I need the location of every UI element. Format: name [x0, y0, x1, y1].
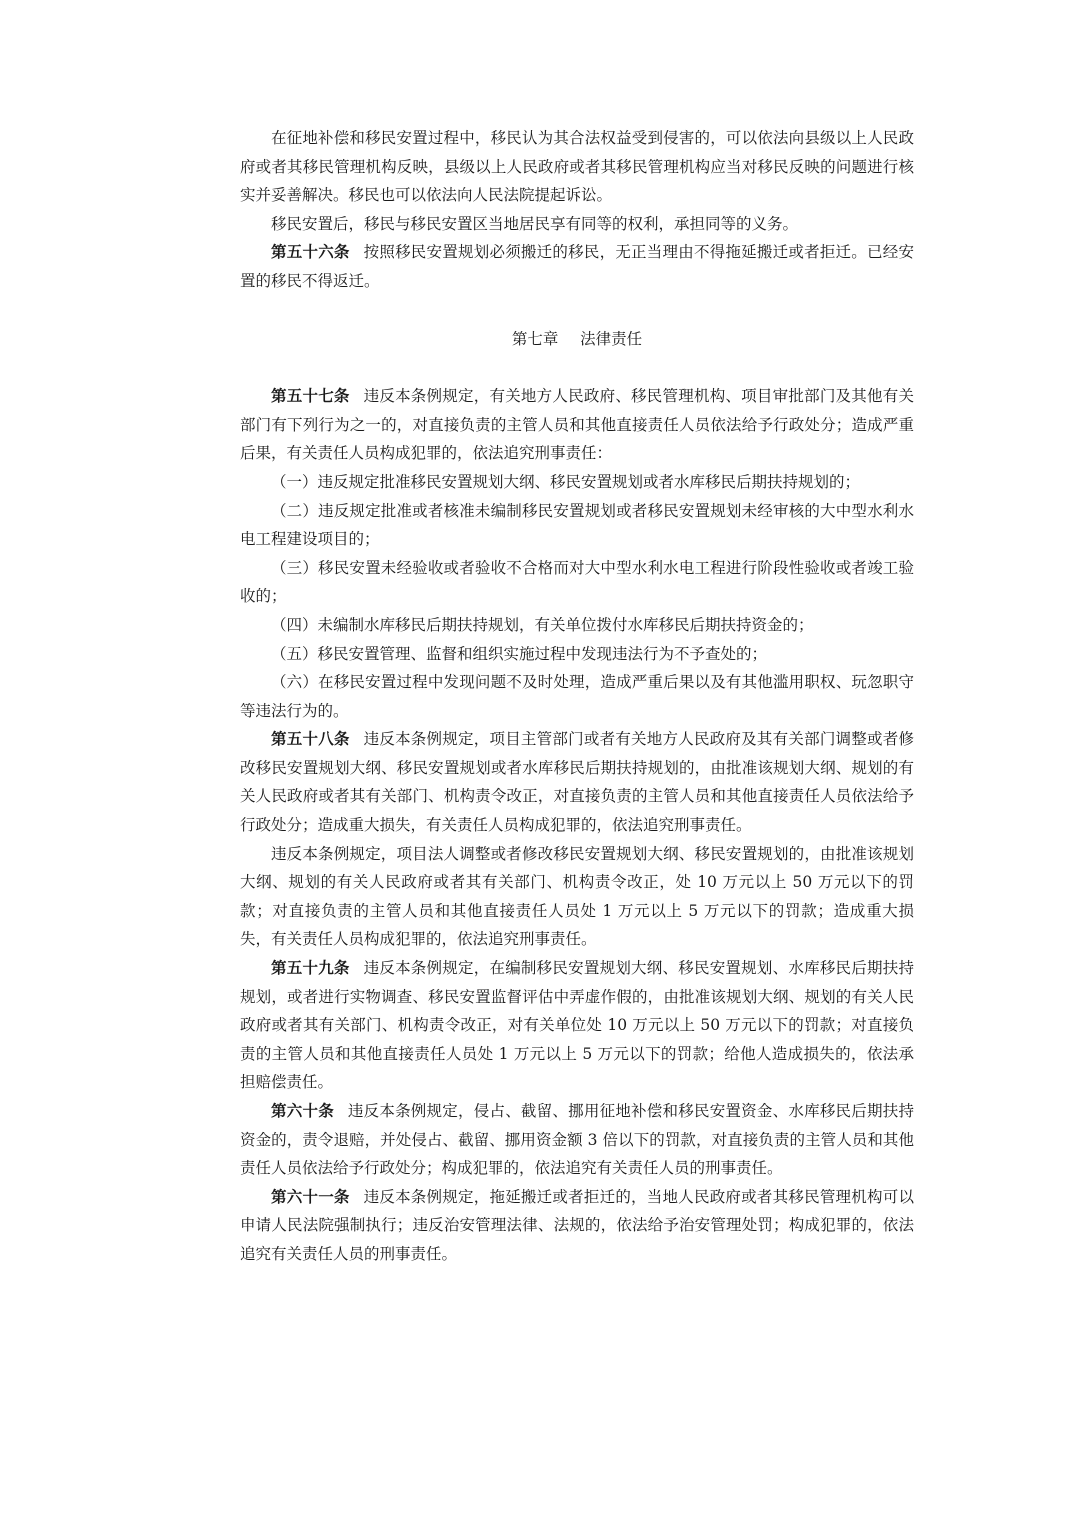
paragraph-equal-rights: 移民安置后，移民与移民安置区当地居民享有同等的权利，承担同等的义务。 [271, 214, 799, 233]
article-61-heading: 第六十一条 [271, 1186, 350, 1206]
article-56-heading: 第五十六条 [271, 242, 350, 262]
article-57-body: 违反本条例规定，有关地方人民政府、移民管理机构、项目审批部门及其他有关部门有下列行为之一的，对直接负责的主管人员和其他直接责任人员依法给予行政处分；造成严重后果，有关责任人员构成犯罪的，依法追究刑事责任： [240, 387, 914, 463]
article-57 [240, 382, 914, 468]
article-57-item-4: （四）未编制水库移民后期扶持规划，有关单位拨付水库移民后期扶持资金的； [271, 615, 814, 634]
article-59 [240, 954, 914, 1097]
article-60-body: 违反本条例规定，侵占、截留、挪用征地补偿和移民安置资金、水库移民后期扶持资金的，责令退赔，并处侵占、截留、挪用资金额 3 倍以下的罚款，对直接负责的主管人员和其他责任人员依法给予行政处分；构成犯罪的，依法追究有关责任人员的刑事责任。 [240, 1102, 914, 1178]
chapter-number: 第七章 [511, 329, 559, 348]
document-page [240, 124, 914, 1269]
article-58-paragraph-2: 违反本条例规定，项目法人调整或者修改移民安置规划大纲、移民安置规划的，由批准该规划大纲、规划的有关人民政府或者其有关部门、机构责令改正，处 10 万元以上 50 万元以下的罚款；对直接负责的主管人员和其他直接责任人员处 1 万元以上 5 万元以下的罚款；造成重大损失，有关责任人员构成犯罪的，依法追究刑事责任。 [240, 844, 914, 949]
article-58-heading: 第五十八条 [271, 729, 350, 749]
article-61 [240, 1183, 914, 1269]
article-60-heading: 第六十条 [271, 1101, 334, 1120]
article-57-item-6: （六）在移民安置过程中发现问题不及时处理，造成严重后果以及有其他滥用职权、玩忽职守等违法行为的。 [240, 673, 914, 720]
article-56-body: 按照移民安置规划必须搬迁的移民，无正当理由不得拖延搬迁或者拒迁。已经安置的移民不得返迁。 [240, 243, 914, 290]
article-61-body: 违反本条例规定，拖延搬迁或者拒迁的，当地人民政府或者其移民管理机构可以申请人民法院强制执行；违反治安管理法律、法规的，依法给予治安管理处罚；构成犯罪的，依法追究有关责任人员的刑事责任。 [240, 1187, 914, 1263]
article-59-body: 违反本条例规定，在编制移民安置规划大纲、移民安置规划、水库移民后期扶持规划，或者进行实物调查、移民安置监督评估中弄虚作假的，由批准该规划大纲、规划的有关人民政府或者其有关部门、机构责令改正，对有关单位处 10 万元以上 50 万元以下的罚款；对直接负责的主管人员和其他直接责任人员处 1 万元以上 5 万元以下的罚款；给他人造成损失的，依法承担赔偿责任。 [240, 959, 914, 1092]
chapter-title: 法律责任 [580, 329, 643, 348]
article-60 [240, 1097, 914, 1183]
article-57-item-1: （一）违反规定批准移民安置规划大纲、移民安置规划或者水库移民后期扶持规划的； [271, 472, 861, 491]
article-59-heading: 第五十九条 [271, 958, 350, 978]
article-58 [240, 725, 914, 839]
article-57-item-3: （三）移民安置未经验收或者验收不合格而对大中型水利水电工程进行阶段性验收或者竣工验收的； [240, 558, 914, 606]
article-57-item-2: （二）违反规定批准或者核准未编制移民安置规划或者移民安置规划未经审核的大中型水利水电工程建设项目的； [240, 501, 914, 549]
chapter-heading [240, 325, 914, 354]
article-56 [240, 238, 914, 295]
article-57-heading: 第五十七条 [271, 386, 350, 406]
paragraph-dispute: 在征地补偿和移民安置过程中，移民认为其合法权益受到侵害的，可以依法向县级以上人民政府或者其移民管理机构反映，县级以上人民政府或者其移民管理机构应当对移民反映的问题进行核实并妥善解决。移民也可以依法向人民法院提起诉讼。 [240, 129, 914, 205]
article-57-item-5: （五）移民安置管理、监督和组织实施过程中发现违法行为不予查处的； [271, 644, 768, 663]
article-58-body: 违反本条例规定，项目主管部门或者有关地方人民政府及其有关部门调整或者修改移民安置规划大纲、移民安置规划或者水库移民后期扶持规划的，由批准该规划大纲、规划的有关人民政府或者其有关部门、机构责令改正，对直接负责的主管人员和其他直接责任人员依法给予行政处分；造成重大损失，有关责任人员构成犯罪的，依法追究刑事责任。 [240, 730, 914, 835]
